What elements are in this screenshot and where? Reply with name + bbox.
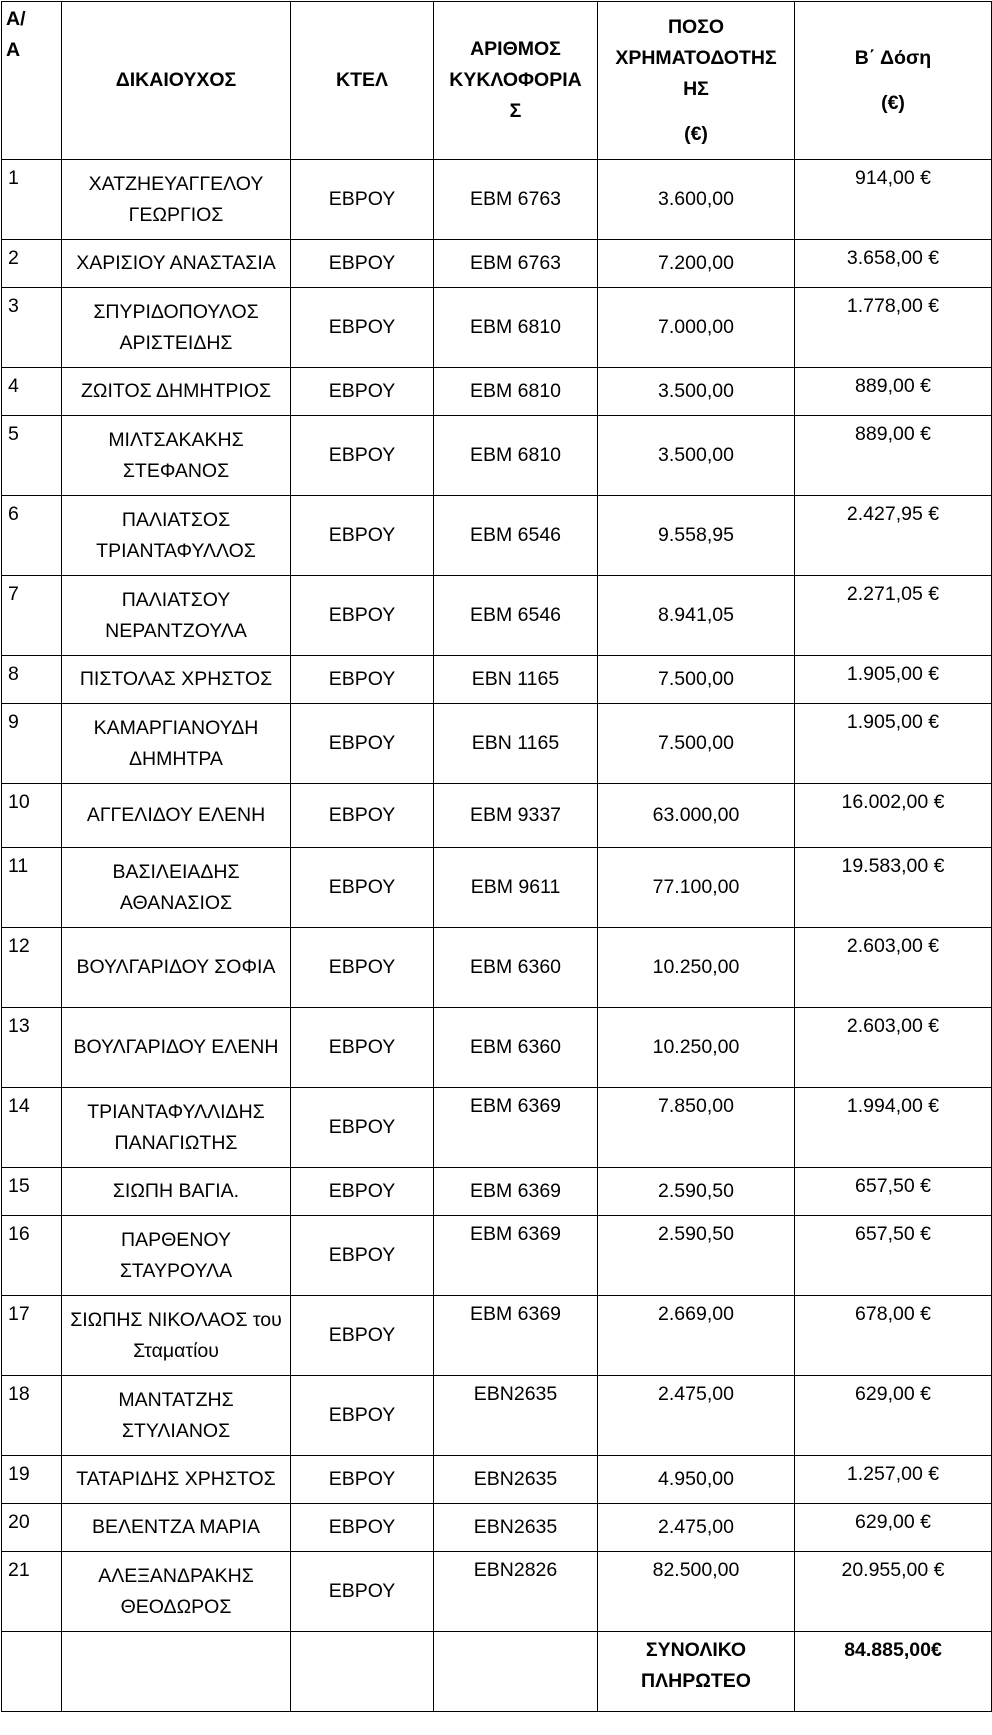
table-body [2, 160, 992, 1632]
payments-table [1, 1, 992, 1712]
dose-cell: 3.658,00 € [795, 240, 992, 288]
row-number: 9 [2, 704, 62, 784]
beneficiary-cell: ΒΕΛΕΝΤΖΑ ΜΑΡΙΑ [62, 1504, 291, 1552]
beneficiary-cell: ΤΡΙΑΝΤΑΦΥΛΛΙΔΗΣ ΠΑΝΑΓΙΩΤΗΣ [62, 1088, 291, 1168]
ktel-cell: ΕΒΡΟΥ [291, 704, 434, 784]
plate-cell: ΕΒΝ2826 [434, 1552, 598, 1632]
beneficiary-cell: ΑΛΕΞΑΝΔΡΑΚΗΣ ΘΕΟΔΩΡΟΣ [62, 1552, 291, 1632]
row-number: 2 [2, 240, 62, 288]
beneficiary-cell: ΧΑΡΙΣΙΟΥ ΑΝΑΣΤΑΣΙΑ [62, 240, 291, 288]
table-row [2, 704, 992, 784]
table-row [2, 160, 992, 240]
plate-cell: ΕΒΜ 6810 [434, 288, 598, 368]
amount-cell: 3.600,00 [598, 160, 795, 240]
plate-cell: ΕΒΜ 6360 [434, 1008, 598, 1088]
ktel-cell: ΕΒΡΟΥ [291, 784, 434, 848]
plate-cell: ΕΒΝ2635 [434, 1376, 598, 1456]
plate-cell: ΕΒΜ 6369 [434, 1296, 598, 1376]
table-row [2, 1088, 992, 1168]
ktel-cell: ΕΒΡΟΥ [291, 576, 434, 656]
ktel-cell: ΕΒΡΟΥ [291, 160, 434, 240]
total-empty-name [62, 1632, 291, 1712]
total-empty-aa [2, 1632, 62, 1712]
dose-cell: 1.994,00 € [795, 1088, 992, 1168]
plate-cell: ΕΒΜ 6360 [434, 928, 598, 1008]
row-number: 12 [2, 928, 62, 1008]
dose-cell: 914,00 € [795, 160, 992, 240]
dose-cell: 2.603,00 € [795, 928, 992, 1008]
ktel-cell: ΕΒΡΟΥ [291, 848, 434, 928]
amount-cell: 7.500,00 [598, 704, 795, 784]
beneficiary-cell: ΣΙΩΠΗΣ ΝΙΚΟΛΑΟΣ του Σταματίου [62, 1296, 291, 1376]
dose-cell: 889,00 € [795, 416, 992, 496]
beneficiary-cell: ΣΠΥΡΙΔΟΠΟΥΛΟΣ ΑΡΙΣΤΕΙΔΗΣ [62, 288, 291, 368]
table-row [2, 656, 992, 704]
ktel-cell: ΕΒΡΟΥ [291, 1296, 434, 1376]
dose-cell: 1.257,00 € [795, 1456, 992, 1504]
amount-cell: 3.500,00 [598, 368, 795, 416]
header-amount: ΠΟΣΟ ΧΡΗΜΑΤΟΔΟΤΗΣ ΗΣ (€) [598, 2, 795, 160]
plate-cell: ΕΒΝ 1165 [434, 656, 598, 704]
header-aa: Α/ Α [2, 2, 62, 160]
dose-cell: 1.905,00 € [795, 704, 992, 784]
beneficiary-cell: ΠΙΣΤΟΛΑΣ ΧΡΗΣΤΟΣ [62, 656, 291, 704]
plate-cell: ΕΒΝ2635 [434, 1504, 598, 1552]
ktel-cell: ΕΒΡΟΥ [291, 1216, 434, 1296]
row-number: 21 [2, 1552, 62, 1632]
amount-cell: 10.250,00 [598, 928, 795, 1008]
amount-cell: 77.100,00 [598, 848, 795, 928]
table-row [2, 928, 992, 1008]
plate-cell: ΕΒΝ2635 [434, 1456, 598, 1504]
row-number: 20 [2, 1504, 62, 1552]
table-row [2, 1504, 992, 1552]
beneficiary-cell: ΠΑΛΙΑΤΣΟΣ ΤΡΙΑΝΤΑΦΥΛΛΟΣ [62, 496, 291, 576]
beneficiary-cell: ΒΟΥΛΓΑΡΙΔΟΥ ΣΟΦΙΑ [62, 928, 291, 1008]
beneficiary-cell: ΑΓΓΕΛΙΔΟΥ ΕΛΕΝΗ [62, 784, 291, 848]
beneficiary-cell: ΖΩΙΤΟΣ ΔΗΜΗΤΡΙΟΣ [62, 368, 291, 416]
dose-cell: 2.603,00 € [795, 1008, 992, 1088]
beneficiary-cell: ΚΑΜΑΡΓΙΑΝΟΥΔΗ ΔΗΜΗΤΡΑ [62, 704, 291, 784]
ktel-cell: ΕΒΡΟΥ [291, 416, 434, 496]
amount-cell: 2.590,50 [598, 1216, 795, 1296]
row-number: 3 [2, 288, 62, 368]
ktel-cell: ΕΒΡΟΥ [291, 656, 434, 704]
table-row [2, 1008, 992, 1088]
dose-cell: 657,50 € [795, 1216, 992, 1296]
beneficiary-cell: ΠΑΡΘΕΝΟΥ ΣΤΑΥΡΟΥΛΑ [62, 1216, 291, 1296]
header-ktel: ΚΤΕΛ [291, 2, 434, 160]
table-row [2, 368, 992, 416]
amount-cell: 7.850,00 [598, 1088, 795, 1168]
plate-cell: ΕΒΝ 1165 [434, 704, 598, 784]
row-number: 14 [2, 1088, 62, 1168]
total-label: ΣΥΝΟΛΙΚΟ ΠΛΗΡΩΤΕΟ [598, 1632, 795, 1712]
dose-cell: 2.427,95 € [795, 496, 992, 576]
dose-cell: 2.271,05 € [795, 576, 992, 656]
ktel-cell: ΕΒΡΟΥ [291, 1504, 434, 1552]
row-number: 10 [2, 784, 62, 848]
row-number: 19 [2, 1456, 62, 1504]
beneficiary-cell: ΜΙΛΤΣΑΚΑΚΗΣ ΣΤΕΦΑΝΟΣ [62, 416, 291, 496]
amount-cell: 2.590,50 [598, 1168, 795, 1216]
beneficiary-cell: ΜΑΝΤΑΤΖΗΣ ΣΤΥΛΙΑΝΟΣ [62, 1376, 291, 1456]
header-dose: Β΄ Δόση (€) [795, 2, 992, 160]
total-row [2, 1632, 992, 1712]
amount-cell: 2.669,00 [598, 1296, 795, 1376]
amount-cell: 2.475,00 [598, 1376, 795, 1456]
table-row [2, 784, 992, 848]
amount-cell: 4.950,00 [598, 1456, 795, 1504]
plate-cell: ΕΒΜ 6763 [434, 160, 598, 240]
table-row [2, 1296, 992, 1376]
amount-cell: 2.475,00 [598, 1504, 795, 1552]
plate-cell: ΕΒΜ 6369 [434, 1216, 598, 1296]
plate-cell: ΕΒΜ 6810 [434, 368, 598, 416]
row-number: 8 [2, 656, 62, 704]
amount-cell: 9.558,95 [598, 496, 795, 576]
dose-cell: 629,00 € [795, 1376, 992, 1456]
amount-cell: 8.941,05 [598, 576, 795, 656]
plate-cell: ΕΒΜ 9337 [434, 784, 598, 848]
amount-cell: 82.500,00 [598, 1552, 795, 1632]
total-empty-ktel [291, 1632, 434, 1712]
row-number: 16 [2, 1216, 62, 1296]
table-row [2, 1552, 992, 1632]
plate-cell: ΕΒΜ 6369 [434, 1168, 598, 1216]
dose-cell: 1.905,00 € [795, 656, 992, 704]
table-row [2, 240, 992, 288]
header-row [2, 2, 992, 160]
beneficiary-cell: ΣΙΩΠΗ ΒΑΓΙΑ. [62, 1168, 291, 1216]
header-beneficiary: ΔΙΚΑΙΟΥΧΟΣ [62, 2, 291, 160]
table-row [2, 1376, 992, 1456]
row-number: 5 [2, 416, 62, 496]
table-row [2, 1168, 992, 1216]
table-row [2, 1216, 992, 1296]
dose-cell: 1.778,00 € [795, 288, 992, 368]
ktel-cell: ΕΒΡΟΥ [291, 1376, 434, 1456]
dose-cell: 16.002,00 € [795, 784, 992, 848]
beneficiary-cell: ΤΑΤΑΡΙΔΗΣ ΧΡΗΣΤΟΣ [62, 1456, 291, 1504]
row-number: 7 [2, 576, 62, 656]
table-row [2, 848, 992, 928]
amount-cell: 7.200,00 [598, 240, 795, 288]
row-number: 17 [2, 1296, 62, 1376]
ktel-cell: ΕΒΡΟΥ [291, 1168, 434, 1216]
total-empty-plate [434, 1632, 598, 1712]
amount-cell: 7.500,00 [598, 656, 795, 704]
row-number: 13 [2, 1008, 62, 1088]
beneficiary-cell: ΠΑΛΙΑΤΣΟΥ ΝΕΡΑΝΤΖΟΥΛΑ [62, 576, 291, 656]
table-row [2, 1456, 992, 1504]
header-plate: ΑΡΙΘΜΟΣ ΚΥΚΛΟΦΟΡΙΑ Σ [434, 2, 598, 160]
plate-cell: ΕΒΜ 6546 [434, 496, 598, 576]
ktel-cell: ΕΒΡΟΥ [291, 1552, 434, 1632]
beneficiary-cell: ΒΑΣΙΛΕΙΑΔΗΣ ΑΘΑΝΑΣΙΟΣ [62, 848, 291, 928]
ktel-cell: ΕΒΡΟΥ [291, 240, 434, 288]
table-row [2, 496, 992, 576]
dose-cell: 889,00 € [795, 368, 992, 416]
dose-cell: 678,00 € [795, 1296, 992, 1376]
plate-cell: ΕΒΜ 6763 [434, 240, 598, 288]
beneficiary-cell: ΧΑΤΖΗΕΥΑΓΓΕΛΟΥ ΓΕΩΡΓΙΟΣ [62, 160, 291, 240]
row-number: 1 [2, 160, 62, 240]
ktel-cell: ΕΒΡΟΥ [291, 1008, 434, 1088]
amount-cell: 3.500,00 [598, 416, 795, 496]
table-row [2, 288, 992, 368]
ktel-cell: ΕΒΡΟΥ [291, 496, 434, 576]
row-number: 11 [2, 848, 62, 928]
dose-cell: 657,50 € [795, 1168, 992, 1216]
amount-cell: 7.000,00 [598, 288, 795, 368]
plate-cell: ΕΒΜ 6810 [434, 416, 598, 496]
dose-cell: 20.955,00 € [795, 1552, 992, 1632]
plate-cell: ΕΒΜ 6369 [434, 1088, 598, 1168]
row-number: 4 [2, 368, 62, 416]
amount-cell: 10.250,00 [598, 1008, 795, 1088]
ktel-cell: ΕΒΡΟΥ [291, 928, 434, 1008]
table-row [2, 416, 992, 496]
plate-cell: ΕΒΜ 9611 [434, 848, 598, 928]
amount-cell: 63.000,00 [598, 784, 795, 848]
row-number: 6 [2, 496, 62, 576]
plate-cell: ΕΒΜ 6546 [434, 576, 598, 656]
dose-cell: 19.583,00 € [795, 848, 992, 928]
ktel-cell: ΕΒΡΟΥ [291, 368, 434, 416]
row-number: 15 [2, 1168, 62, 1216]
table-row [2, 576, 992, 656]
ktel-cell: ΕΒΡΟΥ [291, 1456, 434, 1504]
ktel-cell: ΕΒΡΟΥ [291, 288, 434, 368]
ktel-cell: ΕΒΡΟΥ [291, 1088, 434, 1168]
total-value: 84.885,00€ [795, 1632, 992, 1712]
row-number: 18 [2, 1376, 62, 1456]
beneficiary-cell: ΒΟΥΛΓΑΡΙΔΟΥ ΕΛΕΝΗ [62, 1008, 291, 1088]
dose-cell: 629,00 € [795, 1504, 992, 1552]
